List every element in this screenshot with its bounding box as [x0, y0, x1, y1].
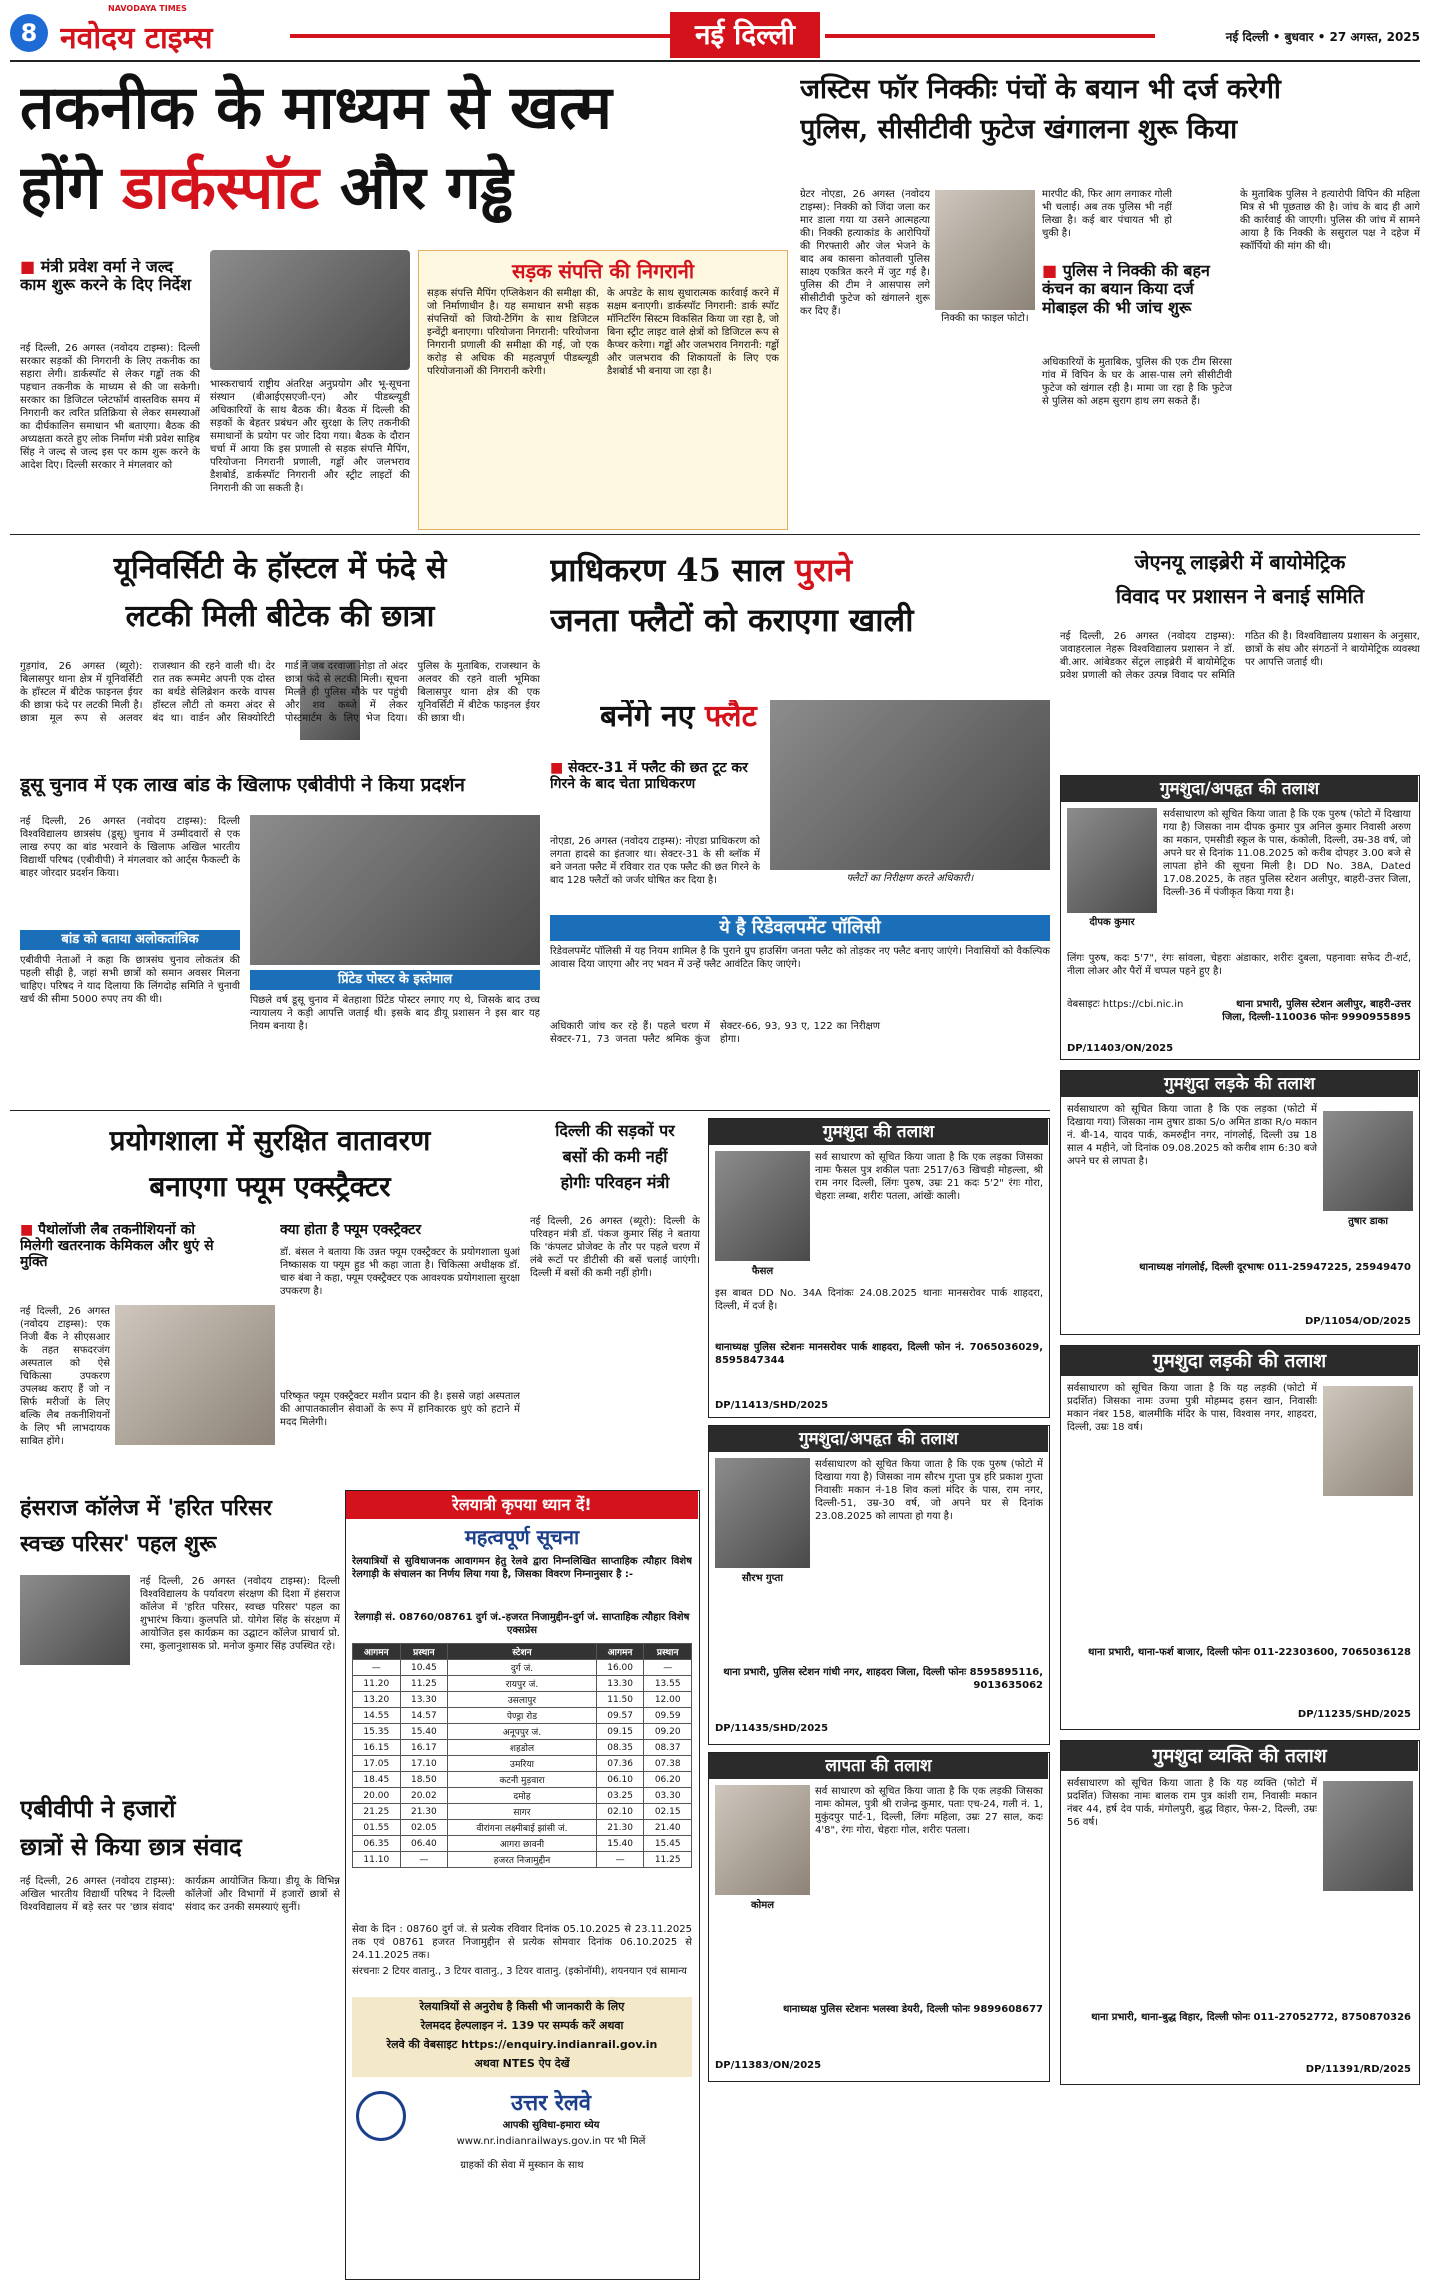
timetable-cell: शहडोल [448, 1740, 597, 1756]
abvp-headline: डूसू चुनाव में एक लाख बांड के खिलाफ एबीवीपी ने किया प्रदर्शन [20, 775, 465, 796]
missing-notice-3-body: सर्वसाधारण को सूचित किया जाता है कि एक पुरुष (फोटो में दिखाया गया है) जिसका नाम सौरभ गुप्ता पुत्र हरि प्रकाश गुप्ता निवासीः मकान नं-18 शिव कलां मंदिर के पास, राम नगर, दिल्ली-51, उम्र-30 वर्ष, जो अपने घर से दिनांक 23.08.2025 को लापता हो गया है। [815, 1459, 1043, 1522]
poster-banner: प्रिंटेड पोस्टर के इस्तेमाल [250, 970, 540, 990]
lab-subhead: ■ पैथोलॉजी लैब तकनीशियनों को मिलेगी खतरनाक केमिकल और धुएं से मुक्ति [20, 1222, 220, 1302]
timetable-cell: 12.00 [644, 1692, 692, 1708]
poster-body: पिछले वर्ष डूसू चुनाव में बेतहाशा प्रिंटेड पोस्टर लगाए गए थे, जिसके बाद उच्च न्यायालय ने कड़ी आपत्ति जताई थी। इसके बाद डीयू प्रशासन ने इस बार यह नियम बनाया है। [250, 995, 540, 1032]
page-number: 8 [10, 14, 48, 52]
missing-notice-2-contact: थानाध्यक्ष पुलिस स्टेशनः मानसरोवर पार्क शाहदरा, दिल्ली फोन नं. 7065036029, 8595847344 [715, 1342, 1043, 1366]
nikki-body-2: मारपीट की, फिर आग लगाकर गोली भी चलाई। अब तक पुलिस भी नहीं लिखा है। कई बार पंचायत भी हो चुकी है। [1042, 189, 1172, 239]
masthead-bottom-rule [10, 60, 1420, 62]
timetable-cell: अनूपपुर जं. [448, 1724, 597, 1740]
timetable-row [353, 1740, 692, 1756]
railway-banner: रेलयात्री कृपया ध्यान दें! [346, 1491, 698, 1519]
timetable-cell: 03.25 [596, 1788, 644, 1804]
missing-notice-5 [1060, 1070, 1420, 1335]
hansraj-photo [20, 1575, 130, 1665]
timetable-cell: 09.59 [644, 1708, 692, 1724]
timetable-cell: 16.17 [400, 1740, 448, 1756]
missing-photo-caption-3: सौरभ गुप्ता [742, 1573, 783, 1584]
timetable-cell: 02.10 [596, 1804, 644, 1820]
timetable-cell: 14.57 [400, 1708, 448, 1724]
railway-footer-web: www.nr.indianrailways.gov.in पर भी मिलें [456, 2136, 646, 2147]
timetable-cell: 21.30 [400, 1804, 448, 1820]
missing-notice-3-ref: DP/11435/SHD/2025 [715, 1723, 829, 1734]
railway-timetable [352, 1643, 692, 1868]
timetable-row [353, 1788, 692, 1804]
timetable-row [353, 1836, 692, 1852]
missing-notice-1-web: वेबसाइटः https://cbi.nic.in [1067, 999, 1184, 1010]
timetable-cell: 15.40 [400, 1724, 448, 1740]
timetable-cell: 06.20 [644, 1772, 692, 1788]
railway-logo-icon [356, 2091, 406, 2141]
road-asset-box-title: सड़क संपत्ति की निगरानी [511, 259, 695, 283]
missing-notice-7-ref: DP/11391/RD/2025 [1305, 2064, 1411, 2075]
timetable-cell: — [596, 1852, 644, 1868]
railway-help-line-4: अथवा NTES ऐप देखें [474, 2057, 570, 2070]
missing-notice-1-banner: गुमशुदा/अपहृत की तलाश [1061, 776, 1418, 802]
missing-notice-7 [1060, 1740, 1420, 2085]
timetable-cell: 14.55 [353, 1708, 401, 1724]
missing-photo-caption-2: फैसल [751, 1266, 774, 1277]
railway-footer-brand: उत्तर रेलवे [510, 2091, 592, 2116]
timetable-cell: 09.57 [596, 1708, 644, 1724]
timetable-cell: 18.45 [353, 1772, 401, 1788]
timetable-cell: 13.55 [644, 1676, 692, 1692]
lab-box-body: डॉ. बंसल ने बताया कि उन्नत फ्यूम एक्स्ट्रैक्टर के प्रयोगशाला धुआं निष्कासक या फ्यूम हुड भी कहा जाता है। चिकित्सा अधीक्षक डॉ. चारु बंबा ने कहा, फ्यूम एक्स्ट्रैक्टर एक आवश्यक प्रयोगशाला सुरक्षा उपकरण है। [280, 1247, 520, 1297]
timetable-header-cell: प्रस्थान [644, 1644, 692, 1660]
section-rule-2 [10, 1110, 1050, 1111]
timetable-cell: 13.30 [400, 1692, 448, 1708]
missing-person-photo-3 [715, 1458, 810, 1568]
paper-small-name: NAVODAYA TIMES [108, 4, 187, 13]
lead-headline-part: होंगे [20, 153, 123, 223]
railway-title: महत्वपूर्ण सूचना [464, 1525, 580, 1549]
lab-headline-line-1: प्रयोगशाला में सुरक्षित वातावरण [109, 1124, 431, 1157]
timetable-cell: 11.10 [353, 1852, 401, 1868]
abvp2-headline-line-1: एबीवीपी ने हजारों [20, 1794, 176, 1823]
jnu-headline [1060, 545, 1420, 625]
timetable-cell: 08.35 [596, 1740, 644, 1756]
masthead-rule [290, 34, 670, 38]
timetable-cell: दुर्ग जं. [448, 1660, 597, 1676]
timetable-cell: 17.05 [353, 1756, 401, 1772]
railway-help-line-1: रेलयात्रियों से अनुरोध है किसी भी जानकारी के लिए [419, 2000, 625, 2013]
timetable-row [353, 1660, 692, 1676]
jnu-headline-line-2: विवाद पर प्रशासन ने बनाई समिति [1115, 584, 1365, 608]
timetable-cell: 21.30 [596, 1820, 644, 1836]
lab-box-body-2: परिष्कृत फ्यूम एक्स्ट्रैक्टर मशीन प्रदान की है। इससे जहां अस्पताल की आपातकालीन सेवाओं के रूप में हानिकारक धुएं को हटाने में मदद मिलेगी। [280, 1391, 520, 1428]
missing-notice-5-contact: थानाध्यक्ष नांगलोई, दिल्ली दूरभाषः 011-25947225, 25949470 [1139, 1262, 1411, 1273]
timetable-cell: 11.20 [353, 1676, 401, 1692]
missing-person-photo-7 [1323, 1781, 1413, 1891]
lead-headline-line-2 [20, 148, 780, 228]
missing-notice-6-ref: DP/11235/SHD/2025 [1297, 1709, 1411, 1720]
missing-notice-2 [708, 1118, 1050, 1418]
nikki-headline-line-2: पुलिस, सीसीटीवी फुटेज खंगालना शुरू किया [800, 114, 1238, 145]
missing-photo-caption-4: कोमल [750, 1900, 775, 1911]
missing-person-photo-6 [1323, 1386, 1413, 1496]
nikki-subhead: ■ पुलिस ने निक्की की बहन कंचन का बयान किया दर्ज मोबाइल की भी जांच शुरू [1042, 262, 1232, 352]
pradhikaran-headline-highlight: फ्लैट [704, 700, 757, 734]
timetable-cell: 17.10 [400, 1756, 448, 1772]
missing-notice-5-ref: DP/11054/OD/2025 [1304, 1316, 1411, 1327]
lead-body-col-2: भास्कराचार्य राष्ट्रीय अंतरिक्ष अनुप्रयोग और भू-सूचना संस्थान (बीआईएसएजी-एन) और पीडब्ल्यूडी अधिकारियों के साथ बैठक की। बैठक में दिल्ली की सड़कों के बेहतर प्रबंधन और सुरक्षा के लिए तकनीकी समाधानों के प्रयोग पर जोर दिया गया। बैठक के दौरान चर्चा में आया कि इस प्रणाली से सड़क संपत्ति मैपिंग, परियोजना निगरानी प्रणाली, गड्ढों और जलभराव डैशबोर्ड, डार्कस्पॉट निगरानी और स्ट्रीट लाइटों की निगरानी की जा सकती है। [210, 379, 410, 494]
bus-headline-line-1: दिल्ली की सड़कों पर [555, 1121, 675, 1140]
missing-notice-3-contact: थाना प्रभारी, पुलिस स्टेशन गांधी नगर, शाहदरा जिला, दिल्ली फोनः 8595895116, 9013635062 [723, 1667, 1043, 1691]
missing-photo-caption-1: दीपक कुमार [1089, 917, 1135, 928]
pradhikaran-headline [550, 545, 1050, 695]
timetable-row [353, 1804, 692, 1820]
railway-footer-tag: आपकी सुविधा-हमारा ध्येय [502, 2120, 600, 2131]
timetable-cell: 06.35 [353, 1836, 401, 1852]
lab-photo [115, 1305, 275, 1445]
missing-notice-4-contact: थानाध्यक्ष पुलिस स्टेशनः भलस्वा डेयरी, दिल्ली फोनः 9899608677 [782, 2004, 1043, 2015]
missing-person-photo-5 [1323, 1111, 1413, 1211]
timetable-cell: 15.40 [596, 1836, 644, 1852]
hansraj-body: नई दिल्ली, 26 अगस्त (नवोदय टाइम्स): दिल्ली विश्वविद्यालय के पर्यावरण संरक्षण की दिशा में हंसराज कॉलेज में 'हरित परिसर, स्वच्छ परिसर' पहल का शुभारंभ किया। कुलपति प्रो. योगेश सिंह के संरक्षण में आयोजित इस कार्यक्रम का उद्घाटन कॉलेज प्राचार्य प्रो. रमा, कुलानुशासक प्रो. मनोज कुमार सिंह उपस्थित रहे। [140, 1576, 340, 1652]
missing-notice-4-banner: लापता की तलाश [709, 1753, 1048, 1779]
hansraj-headline [20, 1490, 340, 1570]
missing-person-photo-1 [1067, 808, 1157, 913]
paper-name: नवोदय टाइम्स [60, 21, 213, 56]
missing-notice-6-contact: थाना प्रभारी, थाना-फर्श बाजार, दिल्ली फोनः 011-22303600, 7065036128 [1088, 1647, 1411, 1658]
timetable-cell: 13.20 [353, 1692, 401, 1708]
timetable-cell: उमरिया [448, 1756, 597, 1772]
timetable-cell: — [400, 1852, 448, 1868]
railway-ad [345, 1490, 700, 2280]
inspection-photo [770, 700, 1050, 870]
univ-headline-line-2: लटकी मिली बीटेक की छात्रा [125, 599, 435, 634]
jnu-body: नई दिल्ली, 26 अगस्त (नवोदय टाइम्स): जवाहरलाल नेहरू विश्वविद्यालय प्रशासन ने डॉ. बी.आर. आंबेडकर सेंट्रल लाइब्रेरी में बायोमेट्रिक प्रवेश प्रणाली को लेकर उत्पन्न विवाद पर समिति गठित की है। विश्वविद्यालय प्रशासन के अनुसार, छात्रों के संघ और संगठनों ने बायोमेट्रिक व्यवस्था पर आपत्ति जताई थी। [1060, 631, 1420, 681]
missing-notice-6-banner: गुमशुदा लड़की की तलाश [1061, 1346, 1418, 1376]
missing-notice-5-banner: गुमशुदा लड़के की तलाश [1061, 1071, 1418, 1097]
timetable-cell: 08.37 [644, 1740, 692, 1756]
timetable-row [353, 1692, 692, 1708]
abvp2-headline [20, 1790, 340, 1870]
timetable-row [353, 1724, 692, 1740]
timetable-cell: 09.15 [596, 1724, 644, 1740]
missing-notice-1-ref: DP/11403/ON/2025 [1067, 1043, 1174, 1054]
timetable-cell: 03.30 [644, 1788, 692, 1804]
timetable-cell: 11.25 [400, 1676, 448, 1692]
lab-body: नई दिल्ली, 26 अगस्त (नवोदय टाइम्स): एक निजी बैंक ने सीएसआर के तहत सफदरजंग अस्पताल को ऐसे चिकित्सा उपकरण उपलब्ध कराए हैं जो न सिर्फ मरीजों के लिए बल्कि लैब तकनीशियनों के लिए भी लाभदायक साबित होंगे। [20, 1306, 110, 1447]
hansraj-headline-line-2: स्वच्छ परिसर' पहल शुरू [20, 1531, 217, 1557]
nikki-headline-line-1: जस्टिस फॉर निक्कीः पंचों के बयान भी दर्ज करेगी [800, 74, 1281, 105]
missing-notice-6 [1060, 1345, 1420, 1730]
timetable-cell: 01.55 [353, 1820, 401, 1836]
missing-notice-1 [1060, 775, 1420, 1060]
timetable-cell: 20.00 [353, 1788, 401, 1804]
timetable-cell: 21.25 [353, 1804, 401, 1820]
timetable-cell: सागर [448, 1804, 597, 1820]
timetable-cell: 21.40 [644, 1820, 692, 1836]
missing-notice-2-ref: DP/11413/SHD/2025 [715, 1400, 829, 1411]
nikki-body-1: ग्रेटर नोएडा, 26 अगस्त (नवोदय टाइम्स): निक्की को जिंदा जला कर मार डाला गया या उसने आत्महत्या की। निक्की हत्याकांड के आरोपियों की गिरफ्तारी और जेल भेजने के बाद अब कासना कोतवाली पुलिस साक्ष्य एकत्रित करने में जुट गई है। पुलिस की टीम ने आसपास लगे सीसीटीवी फुटेज को खंगालने शुरू कर दिए हैं। [800, 189, 930, 317]
pradhikaran-headline-highlight: पुराने [794, 551, 853, 589]
timetable-cell: हजरत निजामुद्दीन [448, 1852, 597, 1868]
inspection-caption: फ्लैटों का निरीक्षण करते अधिकारी। [846, 873, 974, 884]
missing-notice-4-body: सर्व साधारण को सूचित किया जाता है कि एक लड़की जिसका नामः कोमल, पुत्री श्री राजेन्द्र कुमार, पताः एच-24, गली नं. 1, मुकुंदपुर पार्ट-1, दिल्ली, लिंगः महिला, उम्रः 27 साल, कदः 4'8", रंगः गोरा, चेहराः गोल, शरीरः पतला। [815, 1786, 1043, 1836]
missing-notice-1-details: लिंगः पुरुष, कदः 5'7", रंगः सांवला, चेहराः अंडाकार, शरीरः दुबला, पहनावाः सफेद टी-शर्ट, नीला लोअर और पैरों में चप्पल पहने हुए है। [1067, 953, 1411, 977]
lead-body-col-1: नई दिल्ली, 26 अगस्त (नवोदय टाइम्स): दिल्ली सरकार सड़कों की निगरानी के लिए तकनीक का सहारा लेगी। डार्कस्पॉट से लेकर गड्ढों तक की पहचान तकनीक के माध्यम से की जा सकेगी। सरकार का डिजिटल प्लेटफॉर्म वास्तविक समय में निगरानी कर त्वरित प्रतिक्रिया से लेकर समस्याओं का दीर्घकालिन समाधान भी बताएगा। बैठक की अध्यक्षता करते हुए लोक निर्माण मंत्री प्रवेश साहिब सिंह ने जल्द से जल्द इस पर काम शुरू करने के आदेश दिए। दिल्ली सरकार ने मंगलवार को [20, 343, 200, 471]
road-asset-box [418, 250, 788, 530]
timetable-cell: 20.02 [400, 1788, 448, 1804]
lead-headline-line-1: तकनीक के माध्यम से खत्म [20, 73, 612, 143]
timetable-row [353, 1708, 692, 1724]
abvp-body: नई दिल्ली, 26 अगस्त (नवोदय टाइम्स): दिल्ली विश्वविद्यालय छात्रसंघ (डूसू) चुनाव में उम्मीदवारों से एक लाख रुपए का बांड भरवाने के खिलाफ अखिल भारतीय विद्यार्थी परिषद (एबीवीपी) ने मंगलवार को आर्ट्स फैकल्टी के बाहर जोरदार प्रदर्शन किया। [20, 816, 240, 879]
date-line: नई दिल्ली • बुधवार • 27 अगस्त, 2025 [1225, 30, 1420, 44]
timetable-cell: 06.40 [400, 1836, 448, 1852]
timetable-cell: 07.36 [596, 1756, 644, 1772]
missing-notice-2-details: इस बाबत DD No. 34A दिनांकः 24.08.2025 थानाः मानसरोवर पार्क शाहदरा, दिल्ली, में दर्ज है। [715, 1288, 1043, 1312]
policy-body: रिडेवलपमेंट पॉलिसी में यह नियम शामिल है कि पुराने ग्रुप हाउसिंग जनता फ्लैट को तोड़कर नए फ्लैट बनाए जाएंगे। निवासियों को वैकल्पिक आवास दिया जाएगा और नए भवन में उन्हें फ्लैट आवंटित किए जाएंगे। [550, 946, 1050, 970]
missing-notice-7-banner: गुमशुदा व्यक्ति की तलाश [1061, 1741, 1418, 1771]
railway-footer-small: ग्राहकों की सेवा में मुस्कान के साथ [460, 2160, 584, 2171]
missing-notice-2-body: सर्व साधारण को सूचित किया जाता है कि एक लड़का जिसका नामः फैसल पुत्र शकील पताः 2517/63 खिचड़ी मोहल्ला, श्री राम नगर दिल्ली, लिंगः पुरुष, उम्रः 21 कदः 5'2" रंगः गोरा, चेहराः लम्बा, शरीरः पतला, आंखेंः काली। [815, 1152, 1043, 1202]
abvp2-headline-line-2: छात्रों से किया छात्र संवाद [20, 1832, 242, 1861]
missing-photo-caption-5: तुषार डाका [1348, 1216, 1388, 1227]
timetable-cell: 09.20 [644, 1724, 692, 1740]
bus-headline-line-3: होगीः परिवहन मंत्री [560, 1173, 670, 1192]
missing-notice-1-contact: थाना प्रभारी, पुलिस स्टेशन अलीपुर, बाहरी-उत्तर जिला, दिल्ली-110036 फोनः 9990955895 [1222, 999, 1411, 1023]
road-asset-box-col-1: सड़क संपत्ति मैपिंग एप्लिकेशन की समीक्षा की, जो निर्माणाधीन है। यह समाधान सभी सड़क संपत्तियों को जियो-टैगिंग के साथ डिजिटल इन्वेंट्री बनाएगा। परियोजना निगरानी: परियोजना निगरानी प्रणाली की समीक्षा की गई, जो एक करोड़ से अधिक की महत्वपूर्ण पीडब्ल्यूडी परियोजनाओं की निगरानी करेगी। [427, 288, 599, 377]
timetable-cell: 15.45 [644, 1836, 692, 1852]
pradhikaran-headline-line-2: जनता फ्लैटों को कराएगा खाली [550, 601, 914, 639]
missing-notice-7-contact: थाना प्रभारी, थाना-बुद्ध विहार, दिल्ली फोनः 011-27052772, 8750870326 [1091, 2012, 1411, 2023]
univ-headline-line-1: यूनिवर्सिटी के हॉस्टल में फंदे से [113, 551, 447, 586]
missing-notice-2-banner: गुमशुदा की तलाश [709, 1119, 1048, 1145]
missing-notice-4 [708, 1752, 1050, 2082]
timetable-cell: 11.50 [596, 1692, 644, 1708]
pradhikaran-body-2: अधिकारी जांच कर रहे हैं। पहले चरण में सेक्टर-71, 73 जनता फ्लैट श्रमिक कुंज सेक्टर-66, 93, 93 ए, 122 का निरीक्षण होगा। [550, 1021, 880, 1045]
pradhikaran-headline-part: बनेंगे नए [600, 700, 705, 734]
masthead [0, 0, 1429, 62]
timetable-cell: 06.10 [596, 1772, 644, 1788]
railway-train-line: रेलगाड़ी सं. 08760/08761 दुर्ग जं.-हजरत निजामुद्दीन-दुर्ग जं. साप्ताहिक त्यौहार विशेष एक्सप्रेस [354, 1612, 690, 1636]
timetable-cell: 02.05 [400, 1820, 448, 1836]
railway-timetable-wrap [352, 1643, 692, 1918]
timetable-cell: 18.50 [400, 1772, 448, 1788]
timetable-cell: आगरा छावनी [448, 1836, 597, 1852]
bus-body: नई दिल्ली, 26 अगस्त (ब्यूरो): दिल्ली के परिवहन मंत्री डॉ. पंकज कुमार सिंह ने बताया कि 'कंपलट प्रोजेक्ट के तौर पर पहले चरण में लंबे रूटों पर डीटीसी की बसें चलाई जाएंगी। दिल्ली में बसों की कमी नहीं होगी। [530, 1216, 700, 1279]
protest-photo [250, 815, 540, 965]
univ-body: गुड़गांव, 26 अगस्त (ब्यूरो): बिलासपुर थाना क्षेत्र में यूनिवर्सिटी के हॉस्टल में बीटेक फाइनल ईयर की छात्रा फंदे पर लटकी मिली है। छात्रा मूल रूप से अलवर राजस्थान की रहने वाली थी। देर रात तक रूममेट अपनी एक दोस्त का बर्थडे सेलिब्रेशन करके वापस हॉस्टल लौटी तो कमरा अंदर से बंद था। वार्डन और सिक्योरिटी गार्ड ने जब दरवाजा तोड़ा तो अंदर छात्रा फंदे से लटकी मिली। सूचना मिलते ही पुलिस मौके पर पहुंची और शव कब्जे में लेकर पोस्टमार्टम के लिए भेज दिया। पुलिस के मुताबिक, राजस्थान के अलवर की रहने वाली भूमिका बिलासपुर थाना क्षेत्र की एक यूनिवर्सिटी में बीटेक फाइनल ईयर की छात्रा थी। [20, 661, 540, 724]
missing-notice-7-body: सर्वसाधारण को सूचित किया जाता है कि यह व्यक्ति (फोटो में प्रदर्शित) जिसका नामः बालक राम पुत्र कांशी राम, निवासीः मकान नंबर 44, हर्ष देव पार्क, मंगोलपुरी, बुद्ध विहार, फेस-2, दिल्ली, उम्रः 56 वर्ष। [1067, 1778, 1317, 1828]
railway-help-line-3: रेलवे की वेबसाइट https://enquiry.indianrail.gov.in [386, 2038, 658, 2051]
section-rule [10, 534, 1420, 535]
timetable-cell: — [644, 1660, 692, 1676]
lab-headline [20, 1118, 520, 1218]
pradhikaran-subhead: ■ सेक्टर-31 में फ्लैट की छत टूट कर गिरने के बाद चेता प्राधिकरण [550, 760, 750, 830]
missing-notice-6-body: सर्वसाधारण को सूचित किया जाता है कि यह लड़की (फोटो में प्रदर्शित) जिसका नामः उज्मा पुत्री मोहम्मद हसन खान, निवासीः मकान नंबर 158, बालमीकि मंदिर के पास, विश्वास नगर, शाहदरा, दिल्ली, उम्रः 18 वर्ष। [1067, 1383, 1317, 1433]
timetable-cell: उसलापुर [448, 1692, 597, 1708]
pradhikaran-headline-part: प्राधिकरण 45 साल [550, 551, 795, 589]
nikki-body-4: के मुताबिक पुलिस ने हत्यारोपी विपिन की महिला मित्र से भी पूछताछ की है। जांच के बाद ही आगे की कार्रवाई की जाएगी। पुलिस की जांच में सामने आया है कि निक्की के ससुराल पक्ष ने दहेज में स्कॉर्पियो की मांग की थी। [1240, 189, 1420, 252]
railway-intro: रेलयात्रियों से सुविधाजनक आवागमन हेतु रेलवे द्वारा निम्नलिखित साप्ताहिक त्यौहार विशेष रेलगाड़ी के संचालन का निर्णय लिया गया है, जिसका विवरण निम्नानुसार है :- [352, 1556, 692, 1580]
timetable-cell: 11.25 [644, 1852, 692, 1868]
timetable-row [353, 1772, 692, 1788]
timetable-row [353, 1820, 692, 1836]
abvp-box-body: एबीवीपी नेताओं ने कहा कि छात्रसंघ चुनाव लोकतंत्र की पहली सीढ़ी है, जहां सभी छात्रों को समान अवसर मिलना चाहिए। परिषद ने याद दिलाया कि लिंगदोह समिति ने चुनावी खर्च की सीमा 5000 रुपए तय की थी। [20, 955, 240, 1005]
missing-person-photo-2 [715, 1151, 810, 1261]
timetable-cell: 10.45 [400, 1660, 448, 1676]
pothole-photo [210, 250, 410, 370]
timetable-cell: कटनी मुड़वारा [448, 1772, 597, 1788]
abvp2-body: नई दिल्ली, 26 अगस्त (नवोदय टाइम्स): अखिल भारतीय विद्यार्थी परिषद ने दिल्ली विश्वविद्यालय में बड़े स्तर पर 'छात्र संवाद' कार्यक्रम आयोजित किया। डीयू के विभिन्न कॉलेजों और विभागों में हजारों छात्रों से संवाद कर उनकी समस्याएं सुनीं। [20, 1876, 340, 1913]
timetable-header-cell: आगमन [353, 1644, 401, 1660]
missing-notice-3-banner: गुमशुदा/अपहृत की तलाश [709, 1426, 1048, 1452]
jnu-headline-line-1: जेएनयू लाइब्रेरी में बायोमेट्रिक [1134, 550, 1346, 574]
timetable-cell: 16.00 [596, 1660, 644, 1676]
lab-headline-line-2: बनाएगा फ्यूम एक्स्ट्रैक्टर [149, 1170, 391, 1203]
timetable-row [353, 1676, 692, 1692]
missing-notice-1-body: सर्वसाधारण को सूचित किया जाता है कि एक पुरुष (फोटो में दिखाया गया है) जिसका नाम दीपक कुमार पुत्र अनिल कुमार निवासी अरुण का मकान, एमसीडी स्कूल के पास, कंकोली, दिल्ली, उम्र-38 वर्ष, जो अपने घर से दिनांक 11.08.2025 को करीब दोपहर 3.00 बजे से लापता होने की सूचना मिली है। DD No. 38A, Dated 17.08.2025, के तहत पुलिस स्टेशन अलीपुर, बाहरी-उत्तर जिला, दिल्ली-36 में पंजीकृत किया गया है। [1163, 809, 1411, 898]
missing-notice-3 [708, 1425, 1050, 1745]
railway-note-1: सेवा के दिन : 08760 दुर्ग जं. से प्रत्येक रविवार दिनांक 05.10.2025 से 23.11.2025 तक एवं 08761 हजरत निजामुद्दीन से प्रत्येक सोमवार दिनांक 06.10.2025 से 24.11.2025 तक। [352, 1924, 692, 1961]
lead-subhead: ■ मंत्री प्रवेश वर्मा ने जल्द काम शुरू करने के दिए निर्देश [20, 258, 200, 338]
timetable-header-cell: स्टेशन [448, 1644, 597, 1660]
pradhikaran-body-1: नोएडा, 26 अगस्त (नवोदय टाइम्स): नोएडा प्राधिकरण को लगता हादसे का इंतजार था। सेक्टर-31 के सी ब्लॉक में बने जनता फ्लैट में रविवार रात एक फ्लैट की छत गिरने के बाद 128 फ्लैटों को जर्जर घोषित कर दिया है। [550, 836, 760, 886]
timetable-cell: दमोह [448, 1788, 597, 1804]
missing-notice-4-ref: DP/11383/ON/2025 [715, 2060, 822, 2071]
abvp-box-banner: बांड को बताया अलोकतांत्रिक [20, 930, 240, 950]
lab-box-title: क्या होता है फ्यूम एक्स्ट्रैक्टर [280, 1222, 422, 1238]
bus-headline-line-2: बसों की कमी नहीं [562, 1147, 668, 1166]
timetable-cell: रायपुर जं. [448, 1676, 597, 1692]
univ-headline [20, 545, 540, 655]
edition-tab: नई दिल्ली [670, 12, 820, 58]
railway-note-2: संरचनाः 2 टियर वातानु., 3 टियर वातानु., 3 टियर वातानु. (इकोनॉमी), शयनयान एवं सामान्य [352, 1966, 687, 1977]
missing-notice-5-body: सर्वसाधारण को सूचित किया जाता है कि एक लड़का (फोटो में दिखाया गया) जिसका नाम तुषार डाका S/o अमित डाका R/o मकान नं. बी-14, यादव पार्क, कमरुद्दीन नगर, नांगलोई, दिल्ली उम्र 18 साल 4 महीने, जो दिनांक 09.08.2025 को करीब शाम 6:30 बजे अपने घर से लापता है। [1067, 1104, 1317, 1167]
timetable-row [353, 1852, 692, 1868]
railway-help-box [352, 1997, 692, 2077]
timetable-cell: 13.30 [596, 1676, 644, 1692]
lead-headline-highlight: डार्कस्पॉट [122, 153, 319, 223]
nikki-photo [935, 190, 1035, 310]
lead-headline [20, 68, 780, 238]
road-asset-box-col-2: के अपडेट के साथ सुधारात्मक कार्रवाई करने में सक्षम बनाएगी। डार्कस्पॉट निगरानी: डार्क स्पॉट मॉनिटरिंग सिस्टम विकसित किया जा रहा है, जो बिना स्ट्रीट लाइट वाले क्षेत्रों को डिजिटल रूप से कैप्चर करेगा। गड्ढों और जलभराव निगरानी: गड्ढों और जलभराव की शिकायतों के लिए एक डैशबोर्ड भी बनाया जा रहा है। [607, 288, 779, 377]
timetable-cell: 16.15 [353, 1740, 401, 1756]
lead-headline-part: और गड्ढे [319, 153, 513, 223]
timetable-cell: 02.15 [644, 1804, 692, 1820]
timetable-cell: 07.38 [644, 1756, 692, 1772]
timetable-cell: — [353, 1660, 401, 1676]
timetable-cell: पेण्ड्रा रोड [448, 1708, 597, 1724]
timetable-cell: 15.35 [353, 1724, 401, 1740]
timetable-row [353, 1756, 692, 1772]
timetable-cell: वीरांगना लक्ष्मीबाई झांसी जं. [448, 1820, 597, 1836]
nikki-body-3: अधिकारियों के मुताबिक, पुलिस की एक टीम सिरसा गांव में विपिन के घर के आस-पास लगे सीसीटीवी फुटेज को खंगाल रही है। मामा जा रहा है कि फुटेज से पुलिस को अहम सुराग हाथ लग सकते हैं। [1042, 357, 1232, 407]
missing-person-photo-4 [715, 1785, 810, 1895]
railway-help-line-2: रेलमदद हेल्पलाइन नं. 139 पर सम्पर्क करें अथवा [420, 2019, 624, 2032]
timetable-header-cell: आगमन [596, 1644, 644, 1660]
masthead-rule-2 [825, 34, 1155, 38]
policy-banner: ये है रिडेवलपमेंट पॉलिसी [550, 915, 1050, 941]
pradhikaran-headline-line-1 [550, 545, 1050, 595]
nikki-photo-caption: निक्की का फाइल फोटो। [941, 313, 1029, 324]
bus-headline [530, 1118, 700, 1208]
hansraj-headline-line-1: हंसराज कॉलेज में 'हरित परिसर [20, 1495, 272, 1521]
nikki-headline [800, 70, 1420, 180]
timetable-header-cell: प्रस्थान [400, 1644, 448, 1660]
